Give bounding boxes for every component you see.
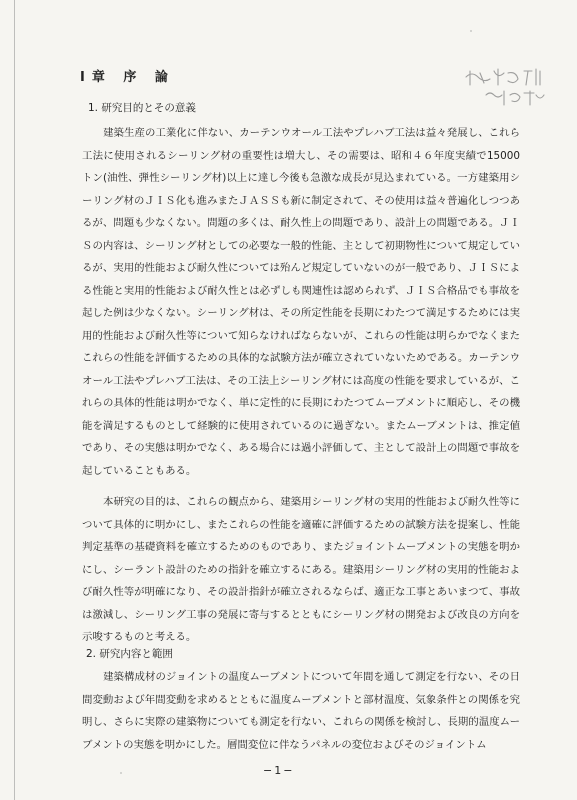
section-1-paragraph-2 bbox=[82, 491, 520, 649]
chapter-title: I章 序 論 bbox=[80, 70, 175, 85]
handwritten-annotation bbox=[464, 67, 556, 111]
paragraph-text: 建築生産の工業化に伴ない、カーテンウオール工法やプレハブ工法は益々発展し、これら工法に使用されるシーリング材の重要性は増大し、その需要は、昭和４６年度実績で15000トン(油性、弾性シーリング材)以上に達し今後も急激な成長が見込まれている。一方建築用シーリング材のＪＩＳ化も進みまたＪＡＳＳも新に制定されて、その使用は益々普遍化しつつあるが、問題も少なくない。問題の多くは、耐久性上の問題であり、設計上の問題である。ＪＩＳの内容は、シーリング材としての必要な一般的性能、主として初期物性について規定しているが、実用的性能および耐久性については殆んど規定していないのが一般であり、ＪＩＳによる性能と実用的性能および耐久性とは必ずしも関連性は認められず、ＪＩＳ合格品でも事故を起した例は少なくない。シーリング材は、その所定性能を長期にわたつて満足するためには実用的性能および耐久性等について知らなければならないが、これらの性能は明らかでなくまたこれらの性能を評価するための具体的な試験方法が確立されていないためである。カーテンウオール工法やプレハブ工法は、その工法上シーリング材には高度の性能を要求しているが、これらの具体的性能は明かでなく、単に定性的に長期にわたつてムーブメントに順応し、その機能を満足するものとして経験的に使用されているのに過ぎない。またムーブメントは、推定値であり、その実態は明かでなく、ある場合には過小評価して、主として設計上の問題で事故を起していることもある。 bbox=[82, 127, 520, 477]
scan-speck bbox=[120, 772, 122, 774]
section-heading-2: 2. 研究内容と範囲 bbox=[86, 648, 173, 660]
paragraph-text: 本研究の目的は、これらの観点から、建築用シーリング材の実用的性能および耐久性等について具体的に明かにし、またこれらの性能を適確に評価するための試験方法を提案し、性能判定基準の基礎資料を確立するためのものであり、またジョイントムーブメントの実態を明かにし、シーラント設計のための指針を確立するにある。建築用シーリング材の実用的性能および耐久性等が明確になり、その設計指針が確立されるならば、適正な工事とあいまつて、事故は激減し、シーリング工事の発展に寄与するとともにシーリング材の開発および改良の方向を示唆するものと考える。 bbox=[82, 496, 520, 643]
scan-binding-edge bbox=[14, 0, 15, 800]
section-heading-1: 1. 研究目的とその意義 bbox=[88, 102, 196, 114]
scan-speck bbox=[470, 30, 472, 32]
paragraph-text: 建築構成材のジョイントの温度ムーブメントについて年間を通して測定を行ない、その日間変動および年間変動を求めるとともに温度ムーブメントと部材温度、気象条件との関係を究明し、さらに実際の建築物についても測定を行ない、これらの関係を検討し、長期的温度ムーブメントの実態を明かにした。層間変位に伴なうパネルの変位およびそのジョイントム bbox=[82, 671, 520, 751]
section-2-paragraph-1 bbox=[82, 666, 520, 756]
section-1-paragraph-1 bbox=[82, 122, 520, 482]
page-number: −1− bbox=[263, 764, 295, 777]
